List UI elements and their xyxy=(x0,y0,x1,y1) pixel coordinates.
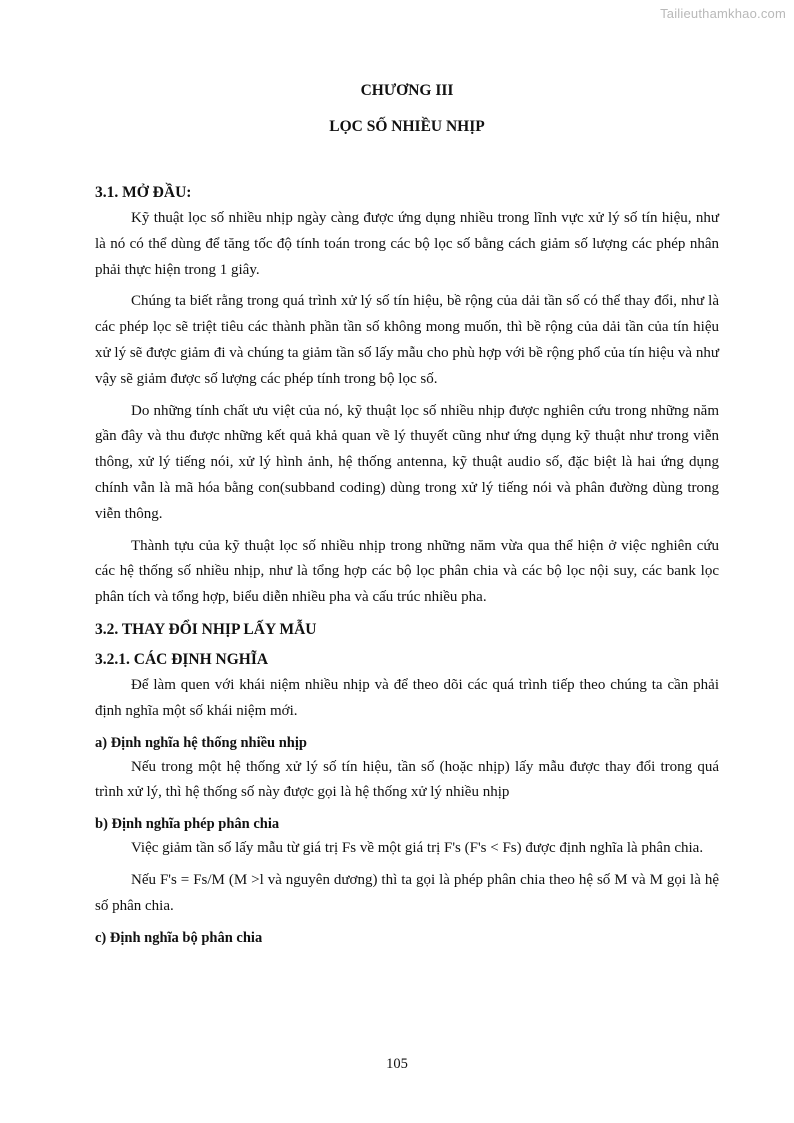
definition-a-heading: a) Định nghĩa hệ thống nhiều nhịp xyxy=(95,734,307,751)
definition-b-heading: b) Định nghĩa phép phân chia xyxy=(95,816,280,833)
paragraph: Việc giảm tần số lấy mẫu từ giá trị Fs về một giá trị F's (F's < Fs) được định nghĩa là phân chia. xyxy=(131,840,704,857)
chapter-label: CHƯƠNG III xyxy=(360,82,454,99)
watermark-text: Tailieuthamkhao.com xyxy=(660,6,786,21)
paragraph: Nếu trong một hệ thống xử lý số tín hiệu, tần số (hoặc nhịp) lấy mẫu được thay đổi trong quá trình xử lý, thì hệ thống số này được gọi là hệ thống xử lý nhiều nhịp xyxy=(95,758,719,801)
page-number: 105 xyxy=(386,1056,408,1072)
document-page xyxy=(95,82,719,950)
section-heading-3-1: 3.1. MỞ ĐẦU: xyxy=(95,184,192,201)
section-heading-3-2: 3.2. THAY ĐỔI NHỊP LẤY MẪU xyxy=(95,620,317,638)
paragraph: Chúng ta biết rằng trong quá trình xử lý số tín hiệu, bề rộng của dải tần số có thể thay đổi, như là các phép lọc sẽ triệt tiêu các thành phần tần số không mong muốn, thì bề rộng của dải tần của tín hiệu xử lý sẽ được giảm đi và chúng ta giảm tần số lấy mẫu cho phù hợp với bề rộng phổ của tín hiệu và như vậy sẽ giảm được số lượng các phép tính trong bộ lọc số. xyxy=(95,293,719,387)
paragraph: Nếu F's = Fs/M (M >l và nguyên dương) thì ta gọi là phép phân chia theo hệ số M và M gọi là hệ số phân chia. xyxy=(95,871,719,914)
chapter-title: LỌC SỐ NHIỀU NHỊP xyxy=(329,118,485,135)
subsection-heading-3-2-1: 3.2.1. CÁC ĐỊNH NGHĨA xyxy=(95,650,269,668)
paragraph: Do những tính chất ưu việt của nó, kỹ thuật lọc số nhiều nhịp được nghiên cứu trong những năm gần đây và thu được những kết quả khả quan về lý thuyết cũng như ứng dụng kỹ thuật như trong viễn thông, xử lý tiếng nói, xử lý hình ảnh, hệ thống antenna, kỹ thuật audio số, đặc biệt là hai ứng dụng chính vẫn là mã hóa bằng con(subband coding) dùng trong xử lý tiếng nói và phân đường dùng trong viễn thông. xyxy=(95,402,719,522)
paragraph: Thành tựu của kỹ thuật lọc số nhiều nhịp trong những năm vừa qua thể hiện ở việc nghiên cứu các hệ thống số nhiều nhịp, như là tổng hợp các bộ lọc phân chia và các bộ lọc nội suy, các bank lọc phân tích và tổng hợp, biểu diễn nhiều pha và cấu trúc nhiều pha. xyxy=(95,537,719,606)
paragraph: Để làm quen với khái niệm nhiều nhịp và để theo dõi các quá trình tiếp theo chúng ta cần phải định nghĩa một số khái niệm mới. xyxy=(95,676,719,719)
definition-c-heading: c) Định nghĩa bộ phân chia xyxy=(95,929,263,946)
paragraph: Kỹ thuật lọc số nhiều nhịp ngày càng được ứng dụng nhiều trong lĩnh vực xử lý số tín hiệu, như là nó có thể dùng để tăng tốc độ tính toán trong các bộ lọc số bằng cách giảm số lượng các phép nhân phải thực hiện trong 1 giây. xyxy=(95,210,719,278)
